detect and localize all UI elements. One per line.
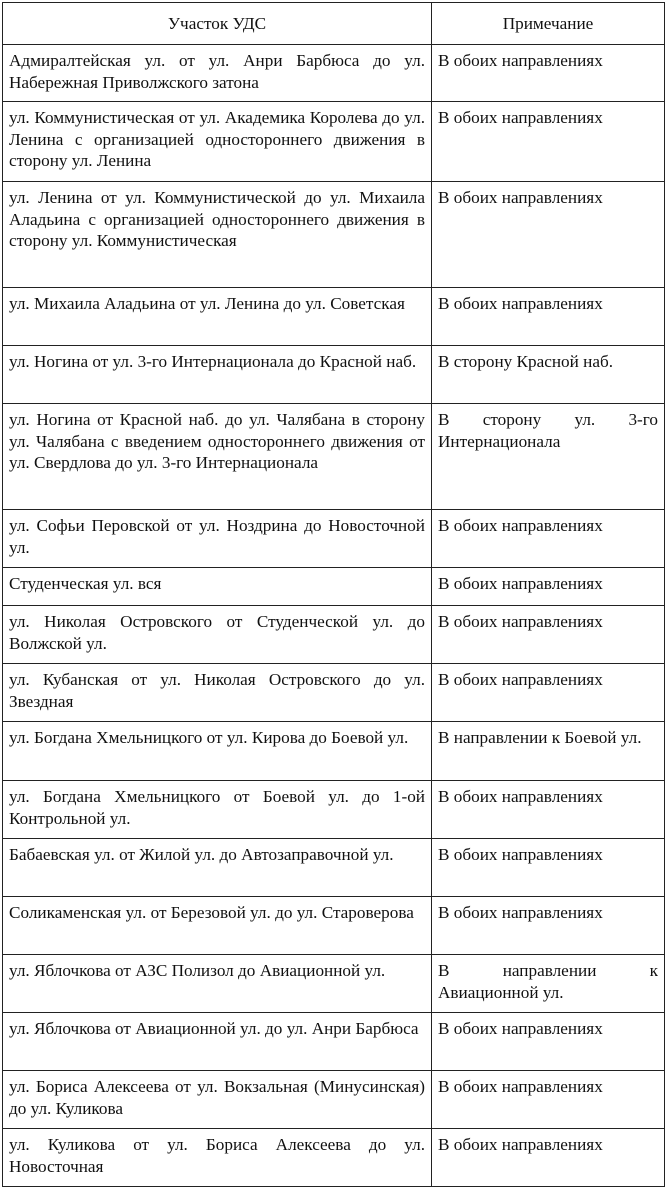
segment-cell: ул. Богдана Хмельницкого от Боевой ул. до 1-ой Контрольной ул. [3, 781, 432, 839]
table-row [3, 897, 665, 955]
segment-cell: ул. Коммунистическая от ул. Академика Королева до ул. Ленина с организацией одностороннего движения в сторону ул. Ленина [3, 102, 432, 182]
segment-cell: ул. Софьи Перовской от ул. Ноздрина до Новосточной ул. [3, 510, 432, 568]
segment-cell: ул. Ленина от ул. Коммунистической до ул. Михаила Аладьина с организацией одностороннего движения в сторону ул. Коммунистическая [3, 182, 432, 288]
segment-cell: ул. Бориса Алексеева от ул. Вокзальная (Минусинская) до ул. Куликова [3, 1071, 432, 1129]
table-header-row [3, 3, 665, 45]
note-cell: В обоих направлениях [432, 510, 665, 568]
table-row [3, 182, 665, 288]
table-row [3, 722, 665, 781]
note-cell: В обоих направлениях [432, 839, 665, 897]
segment-cell: Студенческая ул. вся [3, 568, 432, 606]
table-row [3, 102, 665, 182]
segment-cell: Адмиралтейская ул. от ул. Анри Барбюса до ул. Набережная Приволжского затона [3, 45, 432, 102]
note-cell: В обоих направлениях [432, 102, 665, 182]
note-cell: В обоих направлениях [432, 1013, 665, 1071]
table-row [3, 568, 665, 606]
note-cell: В обоих направлениях [432, 606, 665, 664]
note-cell: В направлении к Боевой ул. [432, 722, 665, 781]
column-header-note: Примечание [432, 3, 665, 45]
segment-cell: ул. Ногина от Красной наб. до ул. Чалябана в сторону ул. Чалябана с введением одностороннего движения от ул. Свердлова до ул. 3-го Интернационала [3, 404, 432, 510]
note-cell: В обоих направлениях [432, 781, 665, 839]
note-cell: В сторону ул. 3-го Интернационала [432, 404, 665, 510]
segment-cell: ул. Куликова от ул. Бориса Алексеева до ул. Новосточная [3, 1129, 432, 1187]
segment-cell: ул. Богдана Хмельницкого от ул. Кирова до Боевой ул. [3, 722, 432, 781]
note-cell: В обоих направлениях [432, 1071, 665, 1129]
table-row [3, 781, 665, 839]
note-cell: В обоих направлениях [432, 45, 665, 102]
note-cell: В обоих направлениях [432, 568, 665, 606]
note-cell: В направлении к Авиационной ул. [432, 955, 665, 1013]
road-sections-table [2, 2, 665, 1187]
note-cell: В обоих направлениях [432, 664, 665, 722]
segment-cell: ул. Михаила Аладьина от ул. Ленина до ул. Советская [3, 288, 432, 346]
note-cell: В обоих направлениях [432, 182, 665, 288]
note-cell: В обоих направлениях [432, 897, 665, 955]
note-cell: В обоих направлениях [432, 1129, 665, 1187]
table-row [3, 45, 665, 102]
segment-cell: Бабаевская ул. от Жилой ул. до Автозаправочной ул. [3, 839, 432, 897]
segment-cell: ул. Ногина от ул. 3-го Интернационала до Красной наб. [3, 346, 432, 404]
table-row [3, 664, 665, 722]
segment-cell: ул. Кубанская от ул. Николая Островского до ул. Звездная [3, 664, 432, 722]
note-cell: В сторону Красной наб. [432, 346, 665, 404]
note-cell: В обоих направлениях [432, 288, 665, 346]
segment-cell: ул. Николая Островского от Студенческой ул. до Волжской ул. [3, 606, 432, 664]
table-row [3, 1129, 665, 1187]
table-row [3, 839, 665, 897]
segment-cell: ул. Яблочкова от АЗС Полизол до Авиационной ул. [3, 955, 432, 1013]
table-row [3, 1013, 665, 1071]
segment-cell: Соликаменская ул. от Березовой ул. до ул. Староверова [3, 897, 432, 955]
table-row [3, 404, 665, 510]
table-row [3, 288, 665, 346]
table-row [3, 1071, 665, 1129]
table-row [3, 955, 665, 1013]
table-row [3, 346, 665, 404]
segment-cell: ул. Яблочкова от Авиационной ул. до ул. Анри Барбюса [3, 1013, 432, 1071]
table-row [3, 606, 665, 664]
table-row [3, 510, 665, 568]
column-header-segment: Участок УДС [3, 3, 432, 45]
